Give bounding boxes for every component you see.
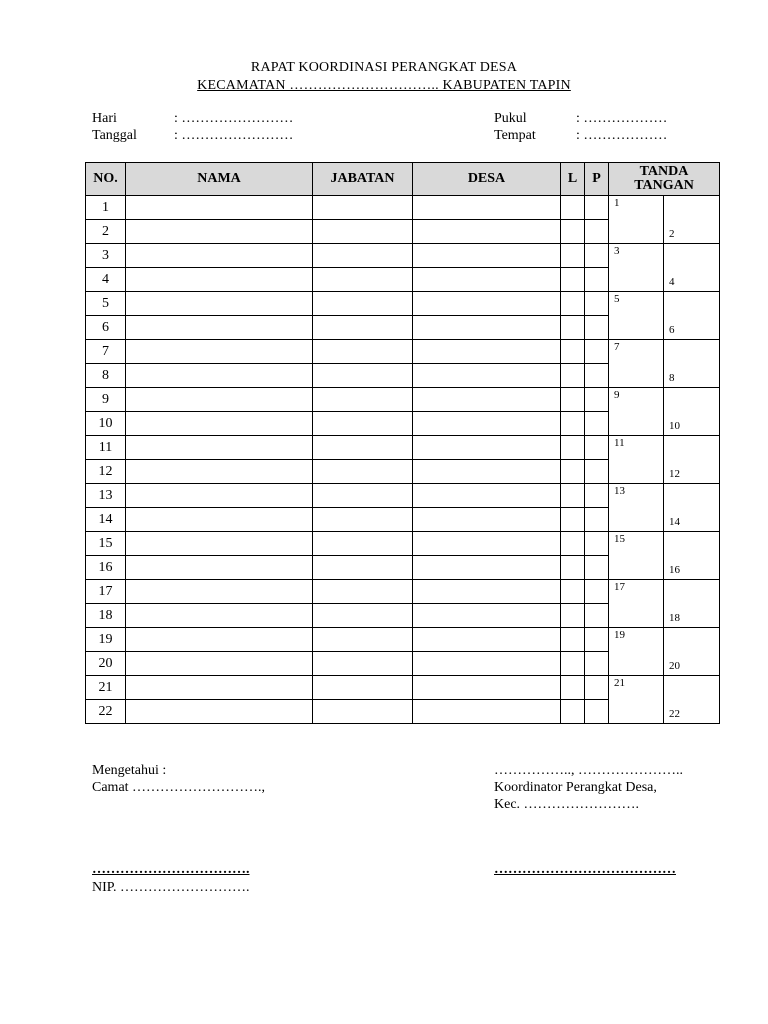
- signature-cell[interactable]: [609, 532, 664, 580]
- mengetahui-label: Mengetahui :: [92, 763, 167, 778]
- row-number: 4: [86, 268, 126, 292]
- jabatan-cell[interactable]: [313, 484, 413, 508]
- row-number: 9: [86, 388, 126, 412]
- row-number: 16: [86, 556, 126, 580]
- header-jabatan: JABATAN: [313, 163, 413, 196]
- l-cell[interactable]: [561, 532, 585, 556]
- jabatan-cell[interactable]: [313, 220, 413, 244]
- signature-number: 21: [614, 677, 625, 689]
- header-l: L: [561, 163, 585, 196]
- jabatan-cell[interactable]: [313, 700, 413, 724]
- p-cell[interactable]: [585, 604, 609, 628]
- desa-cell[interactable]: [413, 652, 561, 676]
- signature-cell[interactable]: [609, 196, 664, 244]
- nip-label: NIP. ……………………….: [92, 880, 250, 895]
- desa-cell[interactable]: [413, 220, 561, 244]
- p-cell[interactable]: [585, 460, 609, 484]
- signature-number: 1: [614, 197, 620, 209]
- signature-number: 10: [669, 420, 680, 432]
- tempat-label: Tempat: [494, 128, 536, 143]
- pukul-label: Pukul: [494, 111, 527, 126]
- nama-cell[interactable]: [126, 340, 313, 364]
- signature-number: 20: [669, 660, 680, 672]
- row-number: 21: [86, 676, 126, 700]
- nama-cell[interactable]: [126, 628, 313, 652]
- koordinator-signature-line: …………………………………: [494, 862, 676, 877]
- signature-cell[interactable]: [664, 388, 720, 436]
- signature-cell[interactable]: [664, 244, 720, 292]
- l-cell[interactable]: [561, 484, 585, 508]
- desa-cell[interactable]: [413, 700, 561, 724]
- l-cell[interactable]: [561, 580, 585, 604]
- row-number: 22: [86, 700, 126, 724]
- table-row: [86, 244, 720, 268]
- nama-cell[interactable]: [126, 316, 313, 340]
- l-cell[interactable]: [561, 700, 585, 724]
- row-number: 18: [86, 604, 126, 628]
- tanggal-row: [92, 128, 293, 144]
- jabatan-cell[interactable]: [313, 460, 413, 484]
- signature-number: 9: [614, 389, 620, 401]
- nama-cell[interactable]: [126, 604, 313, 628]
- tanggal-label: Tanggal: [92, 128, 137, 143]
- p-cell[interactable]: [585, 700, 609, 724]
- row-number: 2: [86, 220, 126, 244]
- l-cell[interactable]: [561, 220, 585, 244]
- p-cell[interactable]: [585, 340, 609, 364]
- signature-cell[interactable]: [664, 196, 720, 244]
- table-row: [86, 532, 720, 556]
- jabatan-cell[interactable]: [313, 604, 413, 628]
- desa-cell[interactable]: [413, 460, 561, 484]
- jabatan-cell[interactable]: [313, 316, 413, 340]
- p-cell[interactable]: [585, 484, 609, 508]
- l-cell[interactable]: [561, 364, 585, 388]
- signature-cell[interactable]: [609, 676, 664, 724]
- l-cell[interactable]: [561, 628, 585, 652]
- signature-cell[interactable]: [664, 628, 720, 676]
- desa-cell[interactable]: [413, 292, 561, 316]
- signature-number: 12: [669, 468, 680, 480]
- l-cell[interactable]: [561, 604, 585, 628]
- signature-cell[interactable]: [664, 436, 720, 484]
- table-row: [86, 436, 720, 460]
- nama-cell[interactable]: [126, 268, 313, 292]
- row-number: 8: [86, 364, 126, 388]
- signature-number: 4: [669, 276, 675, 288]
- footer-left: [92, 762, 265, 796]
- l-cell[interactable]: [561, 244, 585, 268]
- row-number: 15: [86, 532, 126, 556]
- row-number: 3: [86, 244, 126, 268]
- nama-cell[interactable]: [126, 292, 313, 316]
- l-cell[interactable]: [561, 388, 585, 412]
- nama-cell[interactable]: [126, 412, 313, 436]
- nama-cell[interactable]: [126, 220, 313, 244]
- jabatan-cell[interactable]: [313, 436, 413, 460]
- document-subtitle: KECAMATAN ………………………….. KABUPATEN TAPIN: [197, 78, 571, 93]
- signature-cell[interactable]: [664, 484, 720, 532]
- p-cell[interactable]: [585, 676, 609, 700]
- p-cell[interactable]: [585, 556, 609, 580]
- jabatan-cell[interactable]: [313, 556, 413, 580]
- nama-cell[interactable]: [126, 364, 313, 388]
- signature-cell[interactable]: [609, 628, 664, 676]
- desa-cell[interactable]: [413, 604, 561, 628]
- l-cell[interactable]: [561, 652, 585, 676]
- signature-cell[interactable]: [609, 292, 664, 340]
- l-cell[interactable]: [561, 268, 585, 292]
- nama-cell[interactable]: [126, 388, 313, 412]
- jabatan-cell[interactable]: [313, 268, 413, 292]
- nama-cell[interactable]: [126, 556, 313, 580]
- l-cell[interactable]: [561, 412, 585, 436]
- row-number: 7: [86, 340, 126, 364]
- row-number: 11: [86, 436, 126, 460]
- camat-label: Camat ……………………….,: [92, 780, 266, 795]
- desa-cell[interactable]: [413, 196, 561, 220]
- table-row: [86, 292, 720, 316]
- p-cell[interactable]: [585, 508, 609, 532]
- row-number: 13: [86, 484, 126, 508]
- p-cell[interactable]: [585, 436, 609, 460]
- l-cell[interactable]: [561, 340, 585, 364]
- p-cell[interactable]: [585, 388, 609, 412]
- signature-number: 18: [669, 612, 680, 624]
- signature-number: 22: [669, 708, 680, 720]
- kec-label: Kec. …………………….: [494, 797, 640, 812]
- desa-cell[interactable]: [413, 436, 561, 460]
- nama-cell[interactable]: [126, 460, 313, 484]
- header-tanda-tangan: TANDA TANGAN: [609, 163, 720, 196]
- jabatan-cell[interactable]: [313, 244, 413, 268]
- desa-cell[interactable]: [413, 628, 561, 652]
- signature-cell[interactable]: [609, 340, 664, 388]
- tempat-value: : ………………: [576, 128, 668, 143]
- signature-cell[interactable]: [609, 436, 664, 484]
- table-row: [86, 580, 720, 604]
- nama-cell[interactable]: [126, 676, 313, 700]
- l-cell[interactable]: [561, 556, 585, 580]
- p-cell[interactable]: [585, 364, 609, 388]
- table-row: [86, 196, 720, 220]
- desa-cell[interactable]: [413, 676, 561, 700]
- l-cell[interactable]: [561, 676, 585, 700]
- document-title: RAPAT KOORDINASI PERANGKAT DESA: [250, 60, 518, 75]
- desa-cell[interactable]: [413, 508, 561, 532]
- jabatan-cell[interactable]: [313, 364, 413, 388]
- jabatan-cell[interactable]: [313, 652, 413, 676]
- header-desa: DESA: [413, 163, 561, 196]
- l-cell[interactable]: [561, 316, 585, 340]
- jabatan-cell[interactable]: [313, 196, 413, 220]
- p-cell[interactable]: [585, 580, 609, 604]
- p-cell[interactable]: [585, 652, 609, 676]
- desa-cell[interactable]: [413, 388, 561, 412]
- header-no: NO.: [86, 163, 126, 196]
- row-number: 1: [86, 196, 126, 220]
- tempat-row: [494, 128, 667, 144]
- signature-number: 7: [614, 341, 620, 353]
- hari-row: [92, 111, 293, 127]
- signature-number: 17: [614, 581, 625, 593]
- signature-number: 2: [669, 228, 675, 240]
- signature-cell[interactable]: [609, 244, 664, 292]
- signature-cell[interactable]: [664, 532, 720, 580]
- header-row: [86, 163, 720, 196]
- signature-cell[interactable]: [664, 676, 720, 724]
- desa-cell[interactable]: [413, 580, 561, 604]
- camat-signature-line: …………………………….: [92, 862, 250, 877]
- header-p: P: [585, 163, 609, 196]
- row-number: 17: [86, 580, 126, 604]
- l-cell[interactable]: [561, 292, 585, 316]
- row-number: 19: [86, 628, 126, 652]
- desa-cell[interactable]: [413, 244, 561, 268]
- hari-label: Hari: [92, 111, 117, 126]
- table-row: [86, 676, 720, 700]
- desa-cell[interactable]: [413, 412, 561, 436]
- nama-cell[interactable]: [126, 508, 313, 532]
- jabatan-cell[interactable]: [313, 388, 413, 412]
- l-cell[interactable]: [561, 460, 585, 484]
- p-cell[interactable]: [585, 196, 609, 220]
- p-cell[interactable]: [585, 268, 609, 292]
- l-cell[interactable]: [561, 196, 585, 220]
- p-cell[interactable]: [585, 244, 609, 268]
- hari-value: : ……………………: [174, 111, 294, 126]
- attendance-table: [85, 162, 720, 724]
- jabatan-cell[interactable]: [313, 340, 413, 364]
- p-cell[interactable]: [585, 316, 609, 340]
- koordinator-label: Koordinator Perangkat Desa,: [494, 780, 657, 795]
- table-row: [86, 340, 720, 364]
- signature-number: 13: [614, 485, 625, 497]
- nama-cell[interactable]: [126, 196, 313, 220]
- row-number: 6: [86, 316, 126, 340]
- jabatan-cell[interactable]: [313, 412, 413, 436]
- l-cell[interactable]: [561, 436, 585, 460]
- signature-cell[interactable]: [664, 340, 720, 388]
- row-number: 20: [86, 652, 126, 676]
- signature-cell[interactable]: [664, 580, 720, 628]
- nama-cell[interactable]: [126, 484, 313, 508]
- p-cell[interactable]: [585, 412, 609, 436]
- jabatan-cell[interactable]: [313, 532, 413, 556]
- footer-right: [494, 762, 683, 813]
- desa-cell[interactable]: [413, 364, 561, 388]
- signature-cell[interactable]: [664, 292, 720, 340]
- desa-cell[interactable]: [413, 268, 561, 292]
- nama-cell[interactable]: [126, 580, 313, 604]
- row-number: 10: [86, 412, 126, 436]
- signature-number: 3: [614, 245, 620, 257]
- jabatan-cell[interactable]: [313, 508, 413, 532]
- signature-cell[interactable]: [609, 580, 664, 628]
- jabatan-cell[interactable]: [313, 676, 413, 700]
- signature-number: 8: [669, 372, 675, 384]
- p-cell[interactable]: [585, 220, 609, 244]
- jabatan-cell[interactable]: [313, 580, 413, 604]
- desa-cell[interactable]: [413, 340, 561, 364]
- nama-cell[interactable]: [126, 436, 313, 460]
- table-row: [86, 484, 720, 508]
- table-row: [86, 388, 720, 412]
- nama-cell[interactable]: [126, 244, 313, 268]
- signature-number: 16: [669, 564, 680, 576]
- pukul-row: [494, 111, 667, 127]
- header-nama: NAMA: [126, 163, 313, 196]
- tanggal-value: : ……………………: [174, 128, 294, 143]
- row-number: 5: [86, 292, 126, 316]
- p-cell[interactable]: [585, 292, 609, 316]
- jabatan-cell[interactable]: [313, 292, 413, 316]
- nama-cell[interactable]: [126, 532, 313, 556]
- nama-cell[interactable]: [126, 700, 313, 724]
- jabatan-cell[interactable]: [313, 628, 413, 652]
- p-cell[interactable]: [585, 628, 609, 652]
- p-cell[interactable]: [585, 532, 609, 556]
- l-cell[interactable]: [561, 508, 585, 532]
- signature-number: 14: [669, 516, 680, 528]
- pukul-value: : ………………: [576, 111, 668, 126]
- signature-number: 11: [614, 437, 625, 449]
- row-number: 12: [86, 460, 126, 484]
- signature-number: 5: [614, 293, 620, 305]
- place-date: …………….., …………………..: [494, 763, 683, 778]
- signature-cell[interactable]: [609, 388, 664, 436]
- signature-number: 19: [614, 629, 625, 641]
- table-row: [86, 628, 720, 652]
- nama-cell[interactable]: [126, 652, 313, 676]
- signature-number: 6: [669, 324, 675, 336]
- desa-cell[interactable]: [413, 532, 561, 556]
- desa-cell[interactable]: [413, 484, 561, 508]
- signature-cell[interactable]: [609, 484, 664, 532]
- desa-cell[interactable]: [413, 556, 561, 580]
- row-number: 14: [86, 508, 126, 532]
- signature-number: 15: [614, 533, 625, 545]
- desa-cell[interactable]: [413, 316, 561, 340]
